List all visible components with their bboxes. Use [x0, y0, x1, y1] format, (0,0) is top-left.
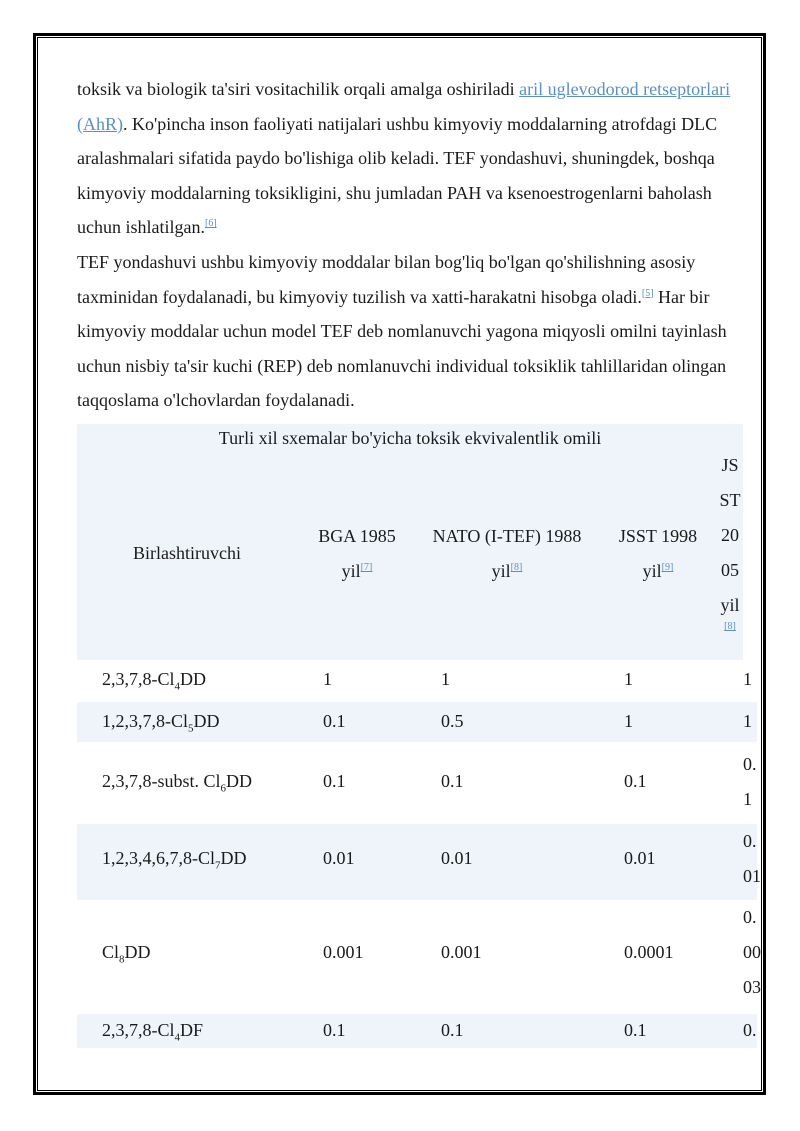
- header-bga-1985-year: yil: [341, 561, 361, 581]
- value-bga: 1: [323, 669, 332, 689]
- header-nato-1988-year: yil: [491, 561, 511, 581]
- value-jsst-2005: 1: [743, 669, 752, 689]
- paragraph-1-text-a: toksik va biologik ta'siri vositachilik orqali amalga oshiriladi: [77, 79, 520, 99]
- value-jsst-1998: 1: [624, 711, 633, 731]
- value-jsst-2005: 0. 1: [743, 754, 757, 809]
- value-jsst-1998: 1: [624, 669, 633, 689]
- value-jsst-1998: 0.0001: [624, 942, 674, 962]
- table-caption: Turli xil sxemalar bo'yicha toksik ekvivalentlik omili: [218, 428, 602, 448]
- header-nato-1988: [419, 519, 595, 589]
- value-nato: 0.01: [441, 848, 473, 868]
- citation-9-link[interactable]: [9]: [661, 562, 674, 573]
- paragraph-2-text-b: Har bir kimyoviy moddalar uchun model TEF deb nomlanuvchi yagona miqyosli omilni tayinlash uchun nisbiy ta'sir kuchi (REP) deb nomlanuvchi individual toksiklik tahlillaridan olingan taqqoslama o'lchovlardan foydalanadi.: [77, 286, 727, 411]
- value-jsst-1998: 0.1: [624, 771, 647, 791]
- compound-name: $2,3,7,8-Cl_4DD$: [102, 669, 207, 693]
- header-jsst-2005-line-4: 05: [721, 560, 739, 580]
- header-jsst-2005-line-3: 20: [721, 525, 739, 545]
- value-jsst-1998: 0.1: [624, 1020, 647, 1040]
- header-jsst-2005-line-1: JS: [721, 455, 739, 475]
- citation-6-link[interactable]: [6]: [204, 218, 217, 230]
- citation-7-link[interactable]: [7]: [360, 562, 373, 573]
- citation-8b-link[interactable]: [8]: [724, 621, 736, 632]
- header-bga-1985-title: BGA 1985: [318, 526, 396, 546]
- ahr-link[interactable]: aril uglevodorod retseptorlari (AhR): [77, 79, 731, 134]
- value-bga: 0.1: [323, 771, 346, 791]
- header-jsst-2005-line-5: yil: [720, 595, 740, 615]
- citation-5-link[interactable]: [5]: [641, 287, 654, 299]
- value-jsst-1998: 0.01: [624, 848, 656, 868]
- header-jsst-2005: [715, 448, 745, 637]
- compound-name: $1,2,3,4,6,7,8-Cl_7DD$: [102, 848, 247, 872]
- paragraph-2-text-a: TEF yondashuvi ushbu kimyoviy moddalar bilan bog'liq bo'lgan qo'shilishning asosiy taxminidan foydalanadi, bu kimyoviy tuzilish va xatti-harakatni hisobga oladi.: [77, 251, 696, 307]
- paragraph-1: [77, 72, 757, 245]
- value-nato: 1: [441, 669, 450, 689]
- citation-8-link[interactable]: [8]: [510, 562, 523, 573]
- value-bga: 0.1: [323, 1020, 346, 1040]
- compound-name: 2,3,7,8-subst. $Cl_6DD$: [102, 771, 253, 795]
- value-nato: 0.1: [441, 1020, 464, 1040]
- value-bga: 0.01: [323, 848, 355, 868]
- header-bga-1985: [305, 519, 409, 589]
- header-jsst-1998-year: yil: [642, 561, 662, 581]
- compound-name: $1,2,3,7,8-Cl_5DD$: [102, 711, 220, 735]
- value-nato: 0.001: [441, 942, 482, 962]
- value-bga: 0.001: [323, 942, 364, 962]
- header-jsst-1998-title: JSST 1998: [618, 526, 698, 546]
- header-birlashtiruvchi: Birlashtiruvchi: [133, 543, 241, 563]
- value-bga: 0.1: [323, 711, 346, 731]
- tef-table: [77, 424, 761, 1048]
- value-jsst-2005: 1: [743, 711, 752, 731]
- paragraph-1-text-b: . Ko'pincha inson faoliyati natijalari ushbu kimyoviy moddalarning atrofdagi DLC aralashmalari sifatida paydo bo'lishiga olib keladi. TEF yondashuvi, shuningdek, boshqa kimyoviy moddalarning toksikligini, shu jumladan PAH va ksenoestrogenlarni baholash uchun ishlatilgan.: [77, 113, 718, 238]
- article-body: [77, 72, 757, 418]
- value-jsst-2005: 0.: [743, 1020, 757, 1040]
- value-jsst-2005: 0. 00 03: [743, 907, 761, 997]
- header-nato-1988-title: NATO (I-TEF) 1988: [432, 526, 582, 546]
- paragraph-2: [77, 245, 757, 418]
- compound-name: $2,3,7,8-Cl_4DF$: [102, 1020, 204, 1044]
- value-nato: 0.5: [441, 711, 464, 731]
- value-jsst-2005: 0. 01: [743, 831, 761, 886]
- compound-name: $Cl_8DD$: [102, 942, 151, 966]
- value-nato: 0.1: [441, 771, 464, 791]
- header-jsst-1998: [610, 519, 706, 589]
- header-jsst-2005-line-2: ST: [719, 490, 741, 510]
